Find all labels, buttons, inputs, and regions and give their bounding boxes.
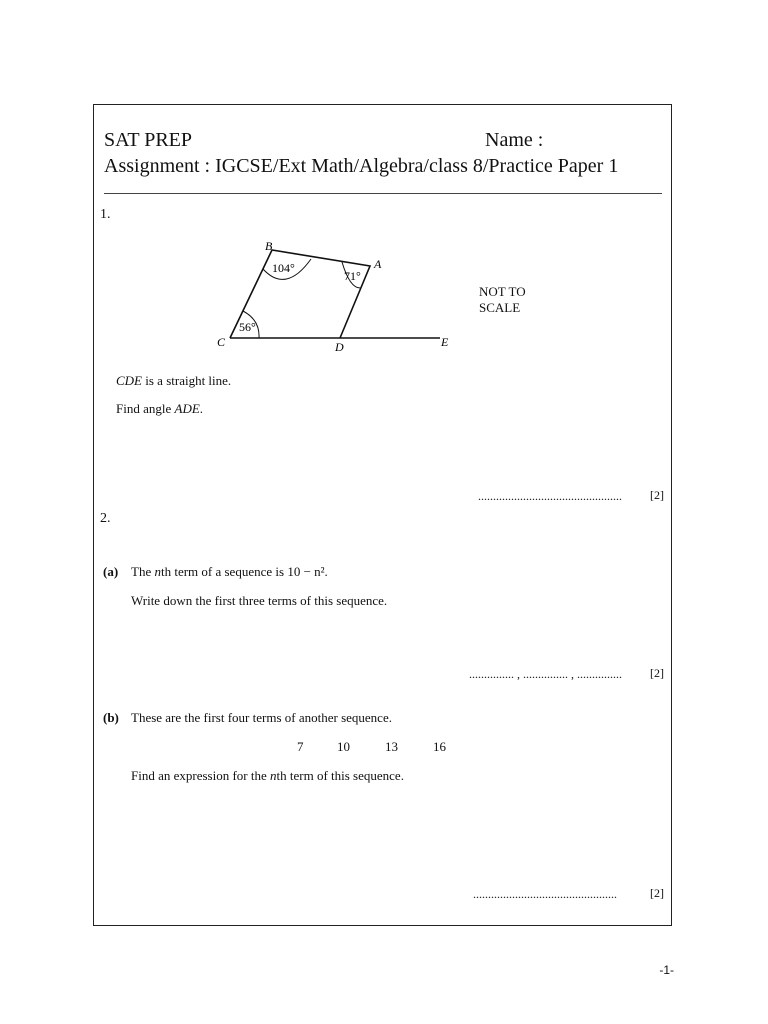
vertex-c-label: C: [217, 335, 226, 349]
part-a-n-variable: n: [154, 564, 161, 579]
question-2-number: 2.: [100, 511, 111, 526]
q1-instruction-pre: Find angle: [116, 401, 175, 416]
part-b-instruction: [131, 768, 404, 784]
name-label: Name :: [485, 129, 544, 151]
cde-variable: CDE: [116, 373, 142, 388]
sequence-term-1: 7: [297, 739, 304, 754]
header-divider: [104, 193, 662, 194]
part-b-instruction-post: th term of this sequence.: [276, 768, 404, 783]
sequence-term-2: 10: [337, 739, 350, 754]
part-a-text-post: th term of a sequence is 10 − n².: [160, 564, 328, 579]
sequence-term-4: 16: [433, 739, 446, 754]
quadrilateral-diagram: [210, 234, 460, 359]
q1-marks: [2]: [650, 488, 664, 502]
question-paper-frame: [93, 104, 672, 926]
paper-title: SAT PREP: [104, 129, 193, 151]
vertex-d-label: D: [335, 340, 344, 354]
part-a-label: (a): [103, 564, 119, 579]
note-line-2: SCALE: [479, 300, 521, 315]
not-to-scale-note: [479, 284, 526, 316]
part-a-instruction: Write down the first three terms of this sequence.: [131, 593, 388, 608]
q1-statement: [116, 373, 231, 389]
part-b-answer-line[interactable]: ................................................: [473, 887, 617, 901]
vertex-a-label: A: [374, 257, 382, 271]
assignment-title: Assignment : IGCSE/Ext Math/Algebra/class 8/Practice Paper 1: [104, 155, 619, 177]
angle-a-value: 71°: [344, 269, 361, 283]
part-b-instruction-pre: Find an expression for the: [131, 768, 271, 783]
part-b-n-variable: n: [270, 768, 277, 783]
part-a-marks: [2]: [650, 666, 664, 680]
ade-variable: ADE: [174, 401, 200, 416]
question-1-number: 1.: [100, 207, 111, 222]
page-number: -1-: [659, 963, 674, 977]
q1-answer-line[interactable]: ................................................: [478, 489, 622, 503]
part-b-statement: These are the first four terms of another sequence.: [131, 710, 392, 725]
angle-c-value: 56°: [239, 320, 256, 334]
q1-instruction: [116, 401, 203, 417]
q1-statement-rest: is a straight line.: [142, 373, 232, 388]
note-line-1: NOT TO: [479, 284, 526, 299]
angle-b-value: 104°: [272, 261, 295, 275]
vertex-b-label: B: [265, 239, 273, 253]
part-a-answer-line[interactable]: ............... , ............... , ...............: [469, 667, 622, 681]
q1-instruction-post: .: [199, 401, 204, 416]
sequence-term-3: 13: [385, 739, 398, 754]
point-e-label: E: [441, 335, 449, 349]
part-b-marks: [2]: [650, 886, 664, 900]
part-a-statement: [131, 564, 328, 580]
part-a-text-pre: The: [131, 564, 155, 579]
part-b-label: (b): [103, 710, 119, 725]
